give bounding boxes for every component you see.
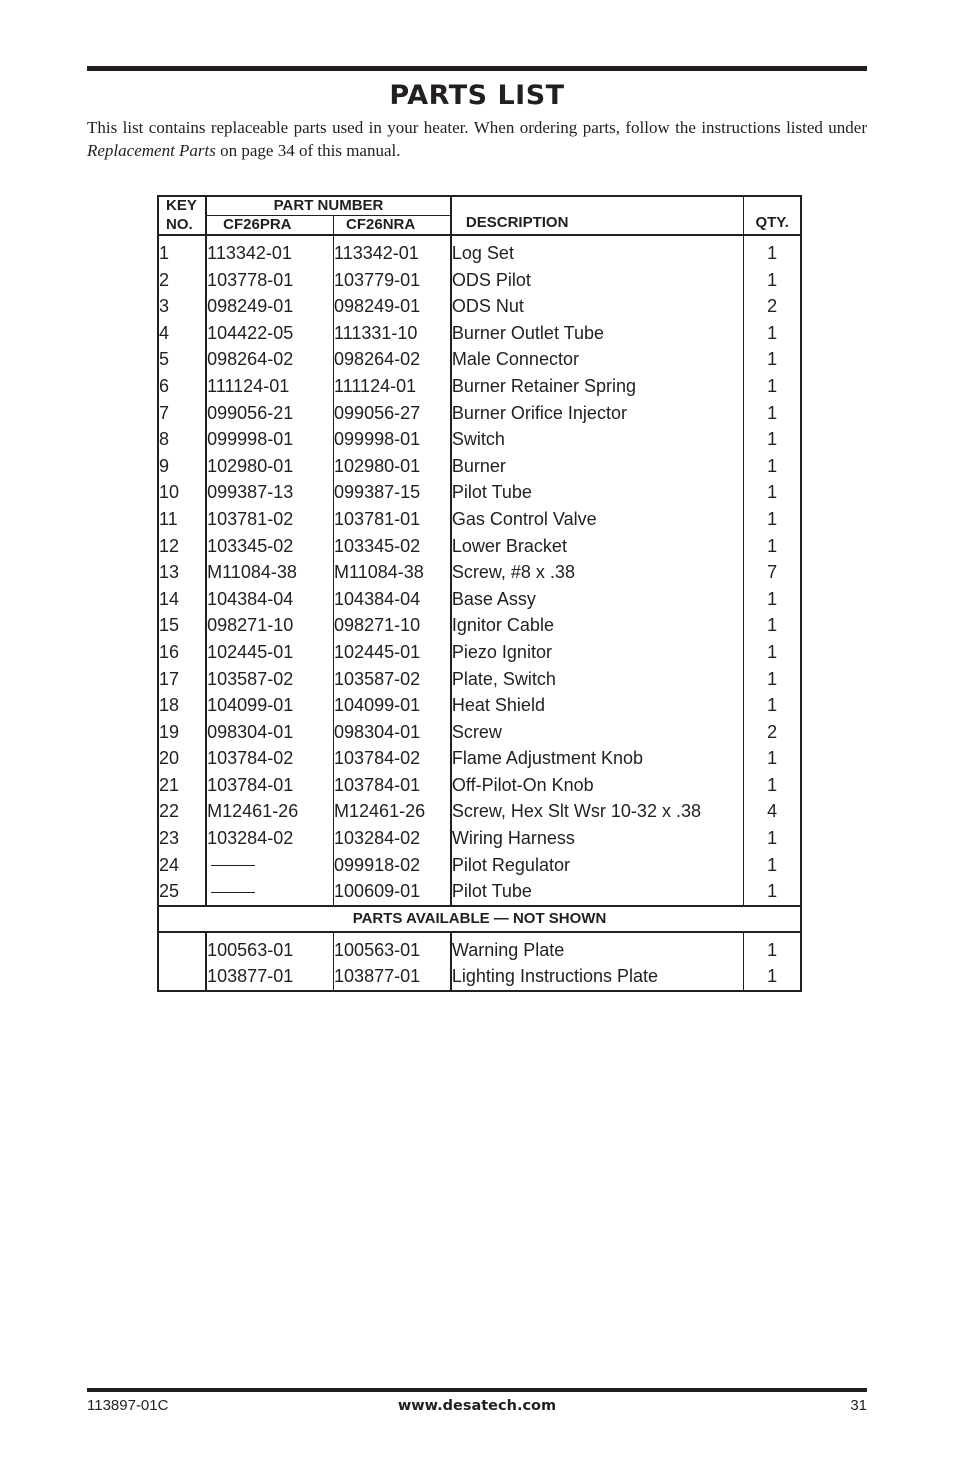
part-number-a-cell: 102445-01 — [206, 639, 333, 666]
part-number-b-cell: 099998-01 — [334, 426, 451, 453]
key-cell: 18 — [159, 695, 180, 716]
part-number-a-cell: 098304-01 — [206, 719, 333, 746]
description-cell: Pilot Regulator — [451, 852, 744, 879]
qty-cell: 1 — [744, 639, 801, 666]
description-cell: Ignitor Cable — [451, 612, 744, 639]
key-cell: 13 — [159, 562, 180, 583]
key-cell: 9 — [159, 455, 170, 476]
key-cell: 4 — [159, 322, 170, 343]
table-row — [158, 479, 801, 506]
table-row — [158, 745, 801, 772]
part-number-a-cell: 103284-02 — [206, 825, 333, 852]
part-number-a-cell: 104099-01 — [206, 692, 333, 719]
intro-text-italic: Replacement Parts — [87, 141, 216, 160]
table-row — [158, 932, 801, 964]
part-number-a-cell: M11084-38 — [206, 559, 333, 586]
description-cell: Warning Plate — [451, 932, 744, 964]
part-number-a-cell: 103877-01 — [206, 963, 333, 991]
table-row — [158, 235, 801, 267]
parts-rows — [158, 235, 801, 906]
part-number-b-cell: 111124-01 — [334, 373, 451, 400]
table-row — [158, 963, 801, 991]
description-cell: Burner Orifice Injector — [451, 400, 744, 427]
part-number-b-cell: 103345-02 — [334, 533, 451, 560]
part-number-a-cell: 103781-02 — [206, 506, 333, 533]
description-cell: Lighting Instructions Plate — [451, 963, 744, 991]
qty-cell: 1 — [744, 426, 801, 453]
part-number-a-cell: 103784-01 — [206, 772, 333, 799]
key-cell: 16 — [159, 641, 180, 662]
description-cell: Pilot Tube — [451, 479, 744, 506]
part-number-a-cell: 102980-01 — [206, 453, 333, 480]
part-number-a-cell: 103778-01 — [206, 267, 333, 294]
qty-cell: 1 — [744, 772, 801, 799]
part-number-b-cell: 099918-02 — [334, 852, 451, 879]
key-cell: 20 — [159, 748, 180, 769]
footer-doc-number: 113897-01C — [87, 1397, 169, 1414]
key-cell: 23 — [159, 828, 180, 849]
description-cell: ODS Pilot — [451, 267, 744, 294]
qty-cell: 1 — [744, 479, 801, 506]
qty-cell: 1 — [744, 666, 801, 693]
qty-cell: 1 — [744, 692, 801, 719]
description-cell: Burner — [451, 453, 744, 480]
qty-cell: 1 — [744, 878, 801, 906]
part-number-a-cell: 113342-01 — [206, 235, 333, 267]
part-number-b-cell: 099387-15 — [334, 479, 451, 506]
not-shown-rows — [158, 932, 801, 991]
description-cell: Pilot Tube — [451, 878, 744, 906]
description-cell: Burner Outlet Tube — [451, 320, 744, 347]
description-cell: Screw — [451, 719, 744, 746]
key-cell: 25 — [159, 881, 180, 902]
qty-cell: 2 — [744, 293, 801, 320]
part-number-a-cell: 104384-04 — [206, 586, 333, 613]
key-cell: 19 — [159, 721, 180, 742]
part-number-a-cell: M12461-26 — [206, 798, 333, 825]
description-cell: Piezo Ignitor — [451, 639, 744, 666]
key-cell: 5 — [159, 349, 170, 370]
part-number-b-cell: 098304-01 — [334, 719, 451, 746]
key-cell: 1 — [159, 243, 170, 263]
description-cell: Gas Control Valve — [451, 506, 744, 533]
part-number-a-cell: 099056-21 — [206, 400, 333, 427]
description-cell: Screw, #8 x .38 — [451, 559, 744, 586]
part-number-a-cell: 100563-01 — [206, 932, 333, 964]
key-cell — [158, 963, 206, 991]
blank-dash — [211, 865, 255, 866]
key-cell: 21 — [159, 774, 180, 795]
header-qty: QTY. — [744, 196, 801, 235]
description-cell: Flame Adjustment Knob — [451, 745, 744, 772]
table-row — [158, 533, 801, 560]
part-number-a-cell — [206, 852, 333, 879]
part-number-b-cell: 099056-27 — [334, 400, 451, 427]
part-number-b-cell: M11084-38 — [334, 559, 451, 586]
header-description: DESCRIPTION — [451, 196, 744, 235]
key-cell: 6 — [159, 375, 170, 396]
qty-cell: 1 — [744, 852, 801, 879]
qty-cell: 2 — [744, 719, 801, 746]
part-number-b-cell: 113342-01 — [334, 235, 451, 267]
qty-cell: 7 — [744, 559, 801, 586]
qty-cell: 1 — [744, 586, 801, 613]
table-row — [158, 878, 801, 906]
table-row — [158, 320, 801, 347]
qty-cell: 1 — [744, 267, 801, 294]
part-number-b-cell: 098271-10 — [334, 612, 451, 639]
part-number-b-cell: 102445-01 — [334, 639, 451, 666]
table-row — [158, 772, 801, 799]
top-rule — [87, 66, 867, 71]
not-shown-heading: PARTS AVAILABLE — NOT SHOWN — [158, 906, 801, 932]
key-cell: 10 — [159, 482, 180, 503]
description-cell: Log Set — [451, 235, 744, 267]
part-number-a-cell: 099998-01 — [206, 426, 333, 453]
part-number-b-cell: 104384-04 — [334, 586, 451, 613]
description-cell: Base Assy — [451, 586, 744, 613]
part-number-a-cell: 099387-13 — [206, 479, 333, 506]
header-part-number: PART NUMBER — [206, 196, 451, 216]
intro-text-after: on page 34 of this manual. — [215, 141, 401, 160]
key-cell: 14 — [159, 588, 180, 609]
description-cell: Wiring Harness — [451, 825, 744, 852]
key-cell: 12 — [159, 535, 180, 556]
qty-cell: 1 — [744, 373, 801, 400]
part-number-a-cell: 098271-10 — [206, 612, 333, 639]
part-number-b-cell: 102980-01 — [334, 453, 451, 480]
part-number-a-cell — [206, 878, 333, 906]
part-number-a-cell: 098249-01 — [206, 293, 333, 320]
table-row — [158, 666, 801, 693]
table-row — [158, 639, 801, 666]
key-cell — [158, 932, 206, 964]
part-number-a-cell: 103784-02 — [206, 745, 333, 772]
table-row — [158, 798, 801, 825]
description-cell: ODS Nut — [451, 293, 744, 320]
intro-text-before: This list contains replaceable parts used in your heater. When ordering parts, follow the instructions listed under — [87, 118, 867, 137]
header-model-a: CF26PRA — [206, 216, 333, 236]
footer-website: www.desatech.com — [397, 1398, 557, 1414]
blank-dash — [211, 892, 255, 893]
table-row — [158, 400, 801, 427]
qty-cell: 1 — [744, 745, 801, 772]
part-number-b-cell: 100563-01 — [334, 932, 451, 964]
qty-cell: 1 — [744, 400, 801, 427]
table-row — [158, 453, 801, 480]
qty-cell: 1 — [744, 612, 801, 639]
key-cell: 24 — [159, 854, 180, 875]
part-number-b-cell: 103784-01 — [334, 772, 451, 799]
part-number-b-cell: 098249-01 — [334, 293, 451, 320]
part-number-b-cell: 103284-02 — [334, 825, 451, 852]
qty-cell: 1 — [744, 320, 801, 347]
description-cell: Off-Pilot-On Knob — [451, 772, 744, 799]
qty-cell: 1 — [744, 346, 801, 373]
qty-cell: 1 — [744, 506, 801, 533]
key-cell: 11 — [159, 508, 178, 529]
bottom-rule — [87, 1388, 867, 1392]
qty-cell: 4 — [744, 798, 801, 825]
table-row — [158, 267, 801, 294]
part-number-b-cell: 100609-01 — [334, 878, 451, 906]
part-number-b-cell: 098264-02 — [334, 346, 451, 373]
qty-cell: 1 — [744, 963, 801, 991]
qty-cell: 1 — [744, 235, 801, 267]
description-cell: Heat Shield — [451, 692, 744, 719]
qty-cell: 1 — [744, 932, 801, 964]
part-number-b-cell: 103877-01 — [334, 963, 451, 991]
key-cell: 3 — [159, 296, 170, 317]
table-row — [158, 506, 801, 533]
part-number-a-cell: 103345-02 — [206, 533, 333, 560]
table-row — [158, 293, 801, 320]
part-number-b-cell: M12461-26 — [334, 798, 451, 825]
table-row — [158, 586, 801, 613]
part-number-a-cell: 111124-01 — [206, 373, 333, 400]
parts-table — [157, 195, 802, 992]
qty-cell: 1 — [744, 825, 801, 852]
key-cell: 2 — [159, 269, 170, 290]
part-number-b-cell: 104099-01 — [334, 692, 451, 719]
intro-paragraph — [87, 116, 867, 162]
header-key-line2: NO. — [158, 216, 206, 236]
qty-cell: 1 — [744, 533, 801, 560]
description-cell: Lower Bracket — [451, 533, 744, 560]
table-row — [158, 559, 801, 586]
table-row — [158, 612, 801, 639]
part-number-a-cell: 098264-02 — [206, 346, 333, 373]
table-row — [158, 426, 801, 453]
table-row — [158, 373, 801, 400]
table-row — [158, 825, 801, 852]
key-cell: 15 — [159, 615, 180, 636]
qty-cell: 1 — [744, 453, 801, 480]
part-number-b-cell: 103781-01 — [334, 506, 451, 533]
header-model-b: CF26NRA — [334, 216, 451, 236]
table-row — [158, 346, 801, 373]
part-number-b-cell: 103587-02 — [334, 666, 451, 693]
footer-page-number: 31 — [850, 1397, 867, 1414]
description-cell: Screw, Hex Slt Wsr 10-32 x .38 — [451, 798, 744, 825]
page-title: PARTS LIST — [389, 80, 565, 111]
part-number-b-cell: 103779-01 — [334, 267, 451, 294]
header-key-line1: KEY — [166, 197, 197, 215]
part-number-b-cell: 103784-02 — [334, 745, 451, 772]
part-number-a-cell: 103587-02 — [206, 666, 333, 693]
table-row — [158, 852, 801, 879]
key-cell: 7 — [159, 402, 170, 423]
key-cell: 8 — [159, 429, 170, 450]
table-row — [158, 719, 801, 746]
part-number-b-cell: 111331-10 — [334, 320, 451, 347]
key-cell: 17 — [159, 668, 180, 689]
description-cell: Male Connector — [451, 346, 744, 373]
description-cell: Burner Retainer Spring — [451, 373, 744, 400]
table-row — [158, 692, 801, 719]
part-number-a-cell: 104422-05 — [206, 320, 333, 347]
description-cell: Switch — [451, 426, 744, 453]
key-cell: 22 — [159, 801, 180, 822]
description-cell: Plate, Switch — [451, 666, 744, 693]
